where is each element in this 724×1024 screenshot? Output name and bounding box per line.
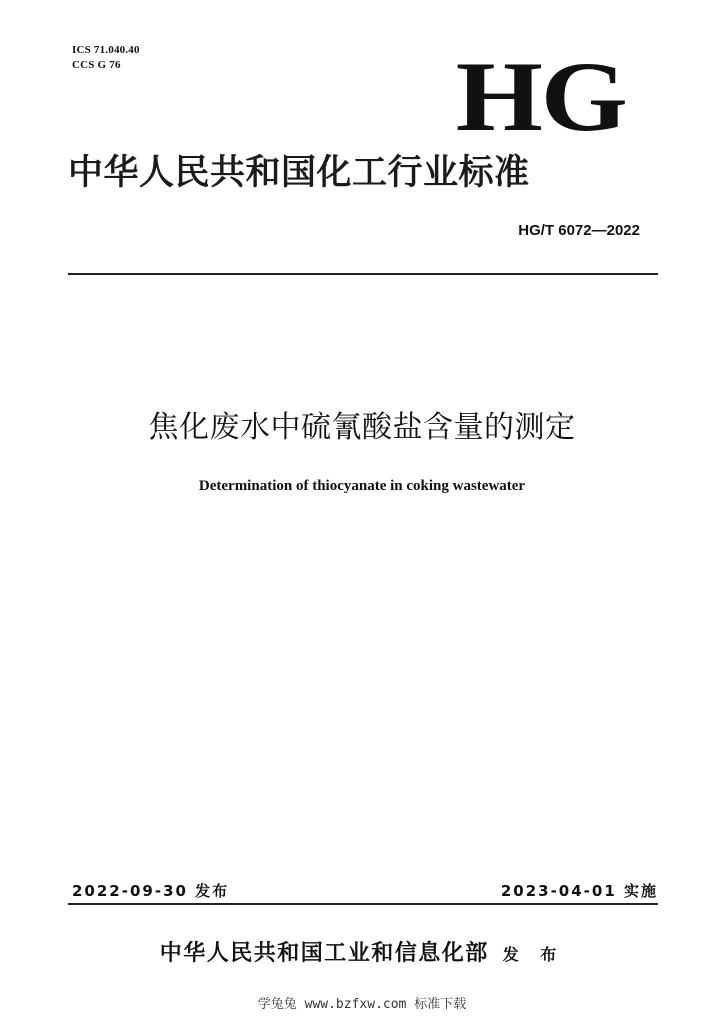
issuer-name: 中华人民共和国工业和信息化部 (159, 941, 489, 966)
document-title-chinese: 焦化废水中硫氰酸盐含量的测定 (148, 410, 576, 445)
top-divider (68, 273, 658, 275)
issue-date: 2022-09-30 发布 (72, 882, 230, 900)
issuer-action: 发 布 (502, 945, 565, 964)
watermark: 学兔兔 www.bzfxw.com 标准下载 (257, 997, 467, 1012)
issuer-line (0, 936, 724, 967)
hg-logo: HG (456, 41, 626, 152)
document-title-english: Determination of thiocyanate in coking wastewater (198, 478, 526, 494)
standard-type-heading: 中华人民共和国化工行业标准 (68, 153, 530, 193)
implementation-date: 2023-04-01 实施 (500, 882, 658, 900)
standard-number: HG/T 6072—2022 (518, 222, 640, 239)
ccs-code: CCS G 76 (72, 59, 121, 71)
ics-code: ICS 71.040.40 (72, 44, 140, 56)
bottom-divider (68, 903, 658, 905)
